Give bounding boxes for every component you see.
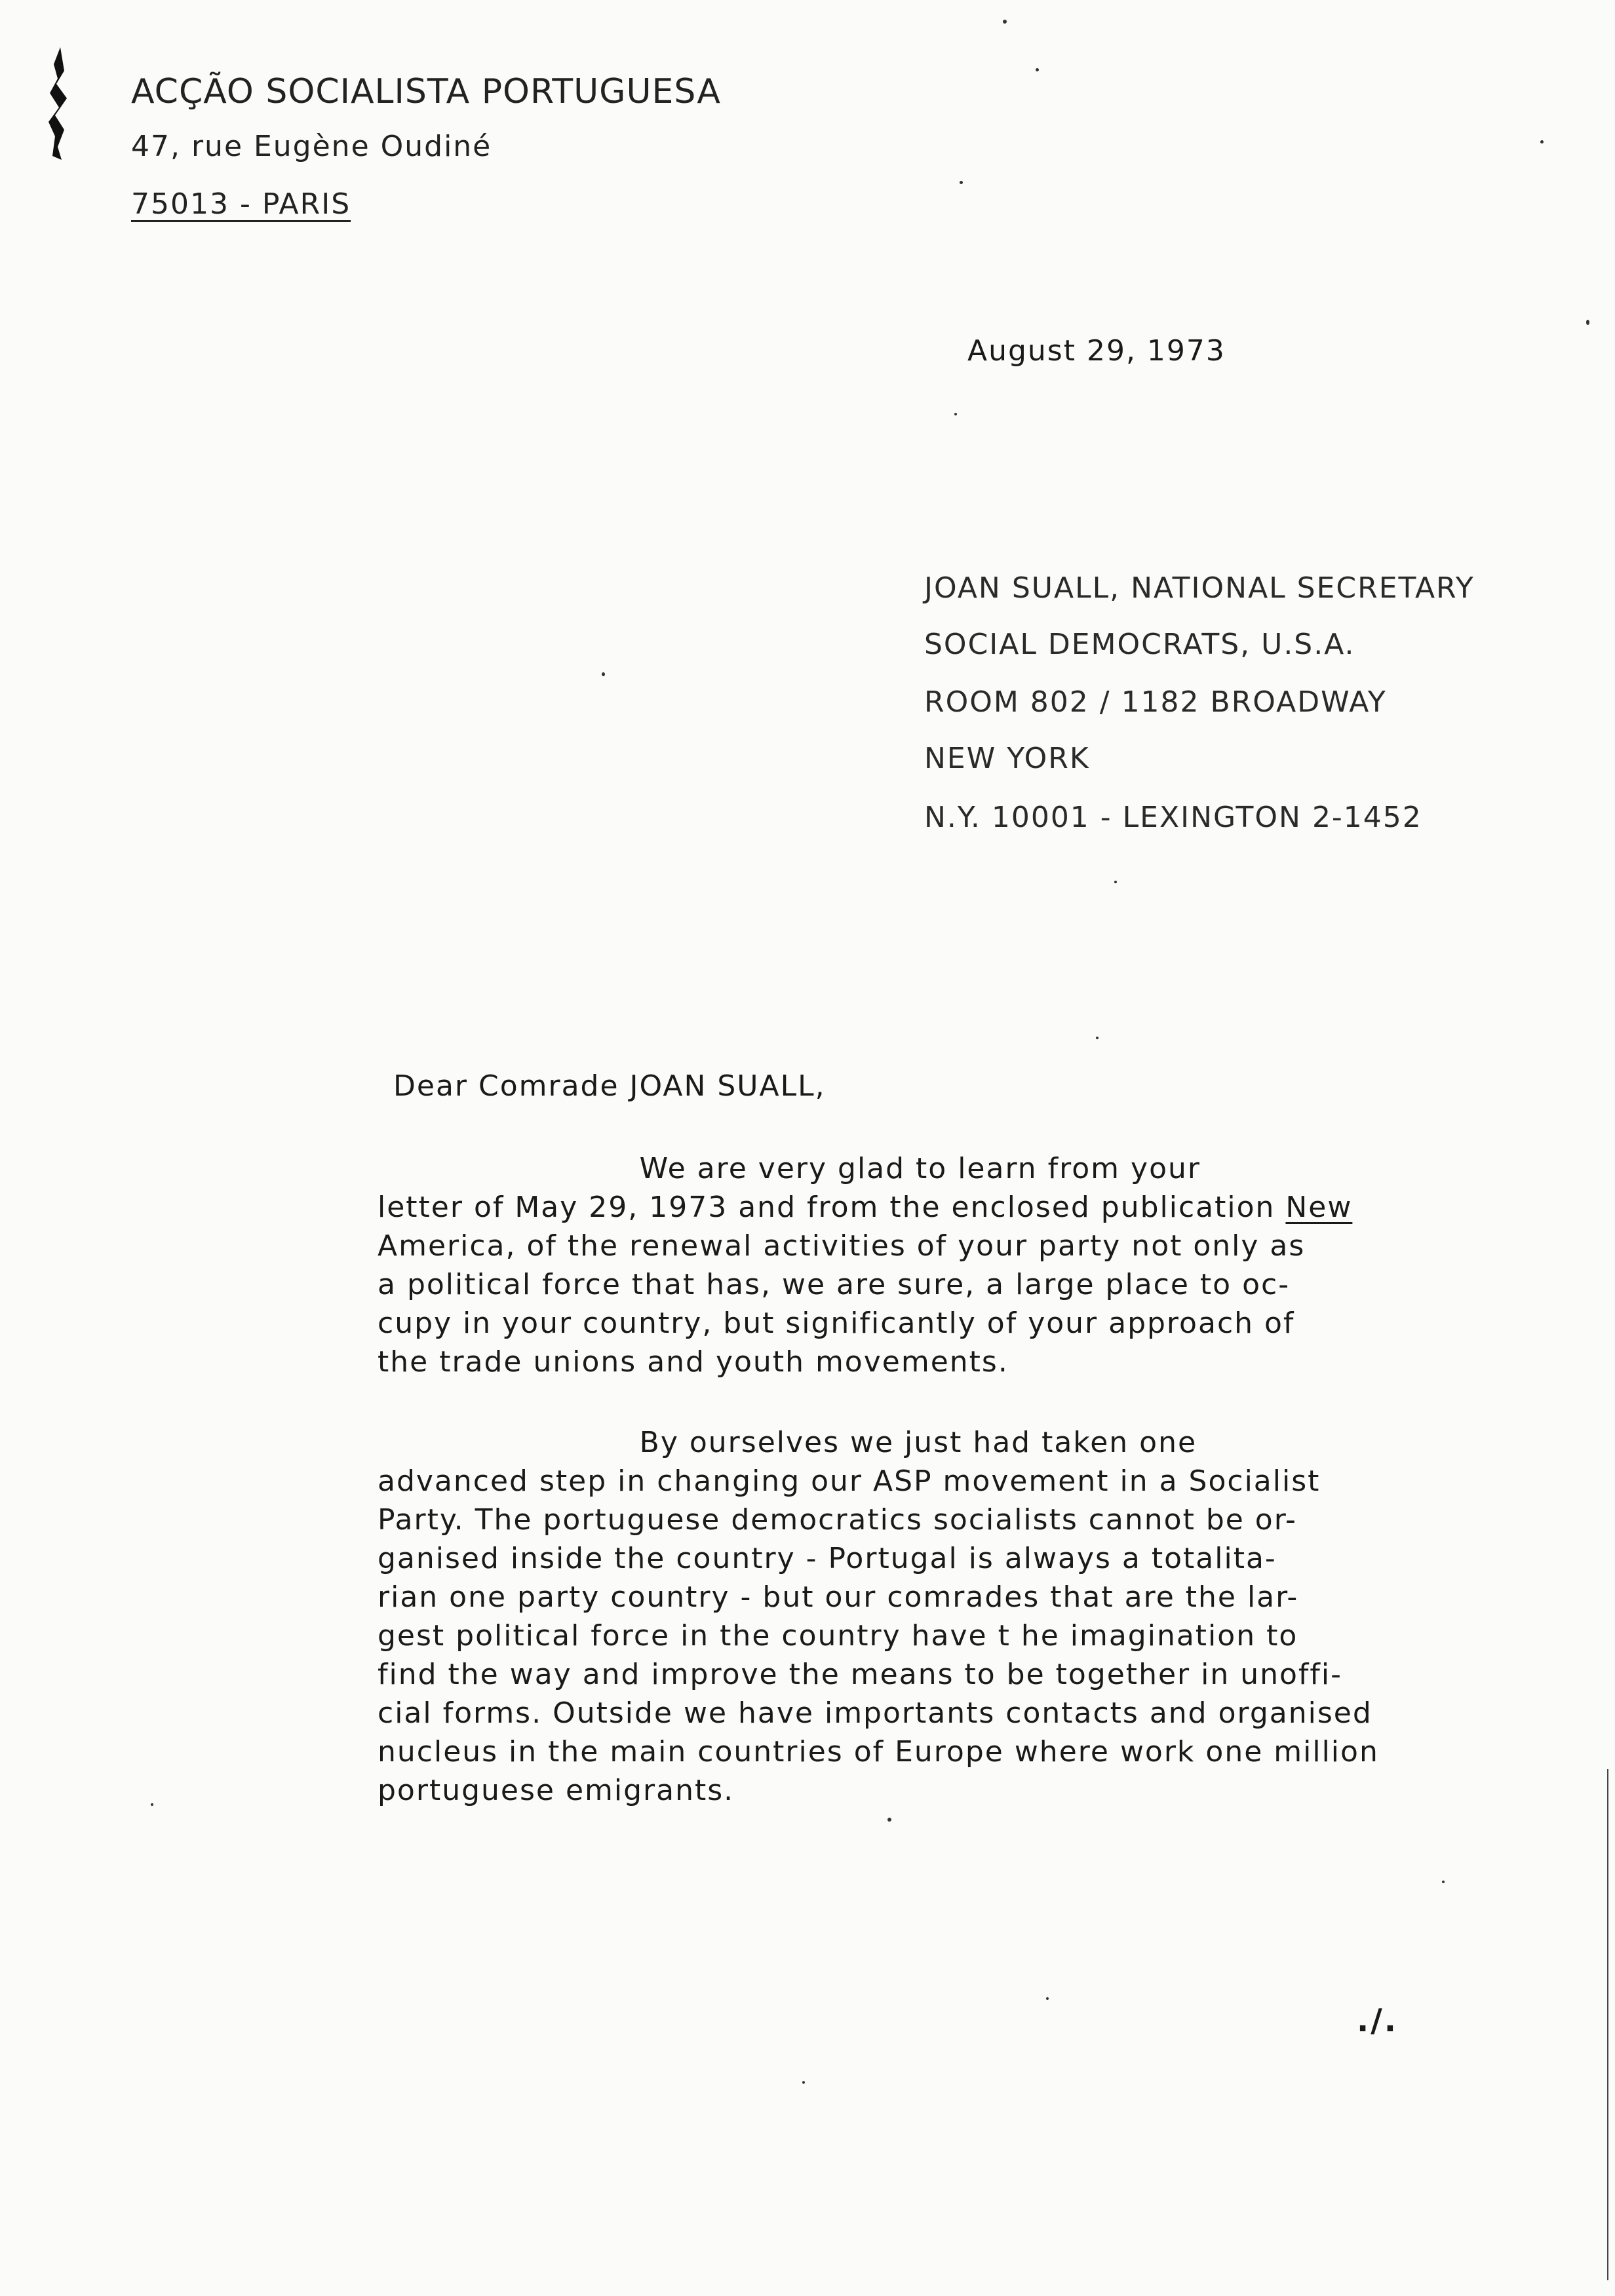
body-paragraph-1	[378, 1149, 1492, 1381]
scan-speck	[1003, 20, 1007, 24]
letter-date: August 29, 1973	[967, 334, 1226, 368]
body-paragraph-2	[378, 1423, 1492, 1810]
letterhead-city: 75013 - PARIS	[131, 187, 351, 221]
paragraph-1-line: the trade unions and youth movements.	[378, 1345, 1009, 1379]
paragraph-2-line: find the way and improve the means to be together in unoffi-	[378, 1658, 1342, 1691]
paragraph-2-line: Party. The portuguese democratics socialists cannot be or-	[378, 1503, 1297, 1537]
recipient-line-5: N.Y. 10001 - LEXINGTON 2-1452	[924, 801, 1422, 834]
scan-speck	[1036, 68, 1039, 71]
scan-speck	[602, 672, 605, 676]
letterhead-organization: ACÇÃO SOCIALISTA PORTUGUESA	[131, 72, 721, 111]
paragraph-2-line: advanced step in changing our ASP movement in a Socialist	[378, 1464, 1321, 1498]
scan-speck	[802, 2081, 805, 2084]
paragraph-2-line: By ourselves we just had taken one	[378, 1426, 1197, 1459]
page-continuation-mark: ./.	[1357, 2002, 1398, 2039]
paragraph-1-line: a political force that has, we are sure, a large place to oc-	[378, 1268, 1291, 1301]
letterhead-street: 47, rue Eugène Oudiné	[131, 130, 492, 163]
recipient-line-3: ROOM 802 / 1182 BROADWAY	[924, 685, 1387, 719]
scan-speck	[1114, 881, 1117, 883]
publication-title: New	[1285, 1191, 1353, 1224]
scan-speck	[1096, 1037, 1099, 1039]
scan-speck	[960, 181, 963, 184]
scan-edge-line	[1607, 1769, 1608, 2280]
recipient-line-2: SOCIAL DEMOCRATS, U.S.A.	[924, 628, 1355, 661]
paragraph-1-line	[378, 1188, 1492, 1227]
scan-speck	[1586, 320, 1589, 325]
paragraph-2-line: cial forms. Outside we have importants contacts and organised	[378, 1696, 1372, 1730]
paragraph-2-line: ganised inside the country - Portugal is always a totalita-	[378, 1542, 1277, 1575]
paragraph-2-line: rian one party country - but our comrades that are the lar-	[378, 1580, 1299, 1614]
organization-logo-icon	[45, 45, 73, 163]
paragraph-1-line: We are very glad to learn from your	[378, 1152, 1201, 1185]
scan-speck	[151, 1803, 153, 1806]
paragraph-2-line: portuguese emigrants.	[378, 1774, 735, 1807]
scan-speck	[954, 413, 957, 415]
salutation: Dear Comrade JOAN SUALL,	[393, 1069, 826, 1103]
scan-speck	[1046, 1997, 1049, 2000]
scan-speck	[1540, 140, 1544, 144]
paragraph-1-line-text: letter of May 29, 1973 and from the enclosed publication	[378, 1191, 1286, 1224]
scan-speck	[887, 1818, 891, 1822]
paragraph-2-line: nucleus in the main countries of Europe where work one million	[378, 1735, 1379, 1769]
scan-speck	[1442, 1881, 1445, 1883]
paragraph-1-line: America, of the renewal activities of your party not only as	[378, 1229, 1306, 1263]
paragraph-2-line: gest political force in the country have t he imagination to	[378, 1619, 1298, 1653]
recipient-line-1: JOAN SUALL, NATIONAL SECRETARY	[924, 571, 1475, 605]
recipient-line-4: NEW YORK	[924, 742, 1090, 775]
paragraph-1-line: cupy in your country, but significantly of your approach of	[378, 1307, 1295, 1340]
